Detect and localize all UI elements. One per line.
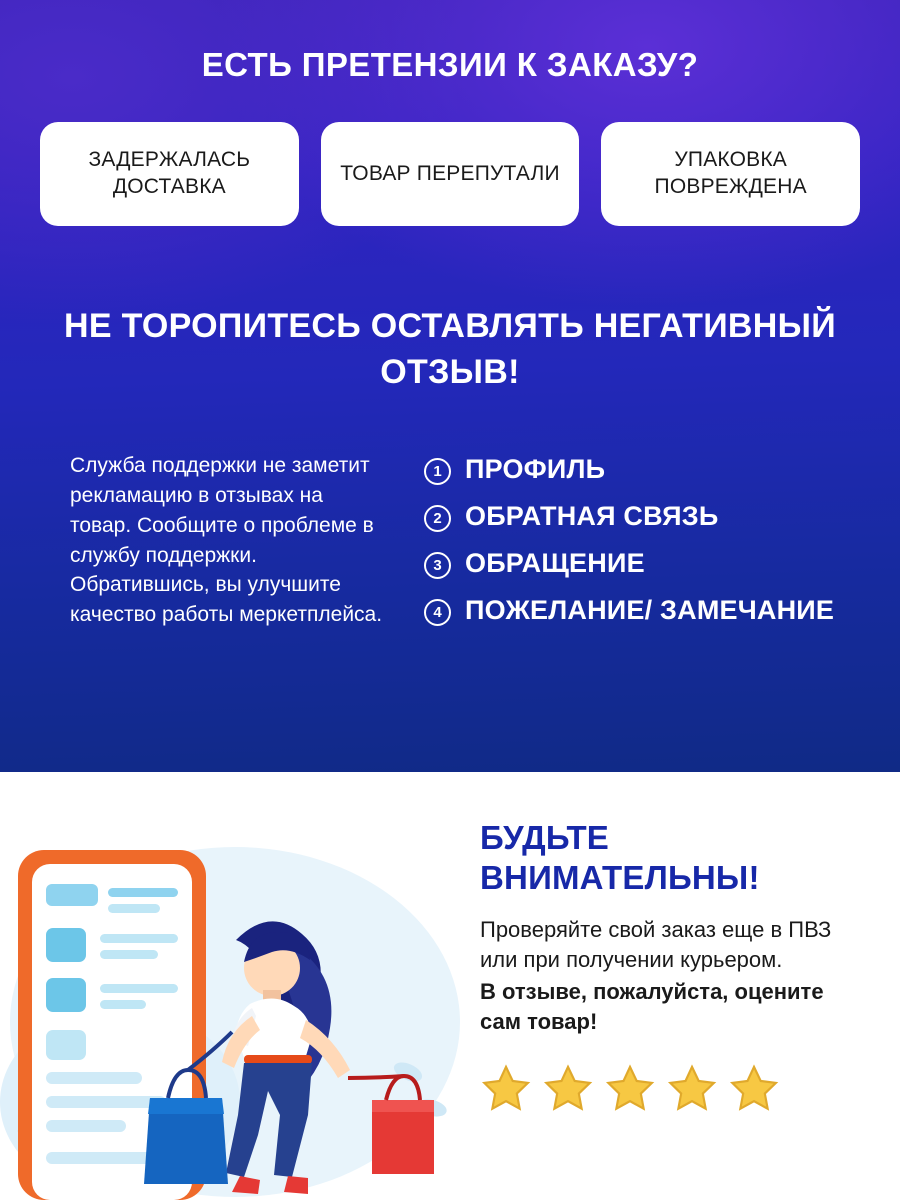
attention-body-text: Проверяйте свой заказ еще в ПВЗ или при получении курьером. [480,917,832,973]
step-label: ОБРАЩЕНИЕ [465,547,645,578]
attention-body [480,915,866,1037]
woman-with-shopping-bags-and-phone-icon [0,772,470,1200]
step-label: ОБРАТНАЯ СВЯЗЬ [465,501,719,532]
step-item [424,453,854,486]
attention-section [0,772,900,1200]
step-item [424,547,854,580]
subheadline: НЕ ТОРОПИТЕСЬ ОСТАВЛЯТЬ НЕГАТИВНЫЙ ОТЗЫВ! [64,307,836,391]
star-icon[interactable] [604,1063,656,1115]
step-label: ПРОФИЛЬ [465,454,606,485]
star-icon[interactable] [728,1063,780,1115]
support-description [70,451,388,630]
claim-chip-damaged-package[interactable]: УПАКОВКА ПОВРЕЖДЕНА [601,122,860,226]
step-item [424,500,854,533]
attention-body-emphasis: В отзыве, пожалуйста, оцените сам товар! [480,979,824,1034]
support-paragraph: Служба поддержки не заметит рекламацию в отзывах на товар. Сообщите о проблеме в службу поддержки. Обратившись, вы улучшите качество работы меркетплейса. [70,454,383,627]
step-number-badge: 4 [424,599,451,626]
page-title: ЕСТЬ ПРЕТЕНЗИИ К ЗАКАЗУ? [201,46,699,83]
claim-chip-row [0,122,900,226]
support-and-steps [0,395,900,641]
step-number-badge: 1 [424,458,451,485]
step-number-badge: 2 [424,505,451,532]
attention-text-block [470,772,900,1200]
claim-chip-delivery-delayed[interactable]: ЗАДЕРЖАЛАСЬ ДОСТАВКА [40,122,299,226]
step-item [424,594,854,627]
step-number-badge: 3 [424,552,451,579]
attention-title: БУДЬТЕ ВНИМАТЕЛЬНЫ! [480,819,760,896]
star-icon[interactable] [480,1063,532,1115]
star-icon[interactable] [666,1063,718,1115]
step-label: ПОЖЕЛАНИЕ/ ЗАМЕЧАНИЕ [465,594,835,625]
steps-list [424,451,854,641]
claim-chip-wrong-item[interactable]: ТОВАР ПЕРЕПУТАЛИ [321,122,580,226]
star-icon[interactable] [542,1063,594,1115]
rating-stars[interactable] [480,1063,866,1115]
